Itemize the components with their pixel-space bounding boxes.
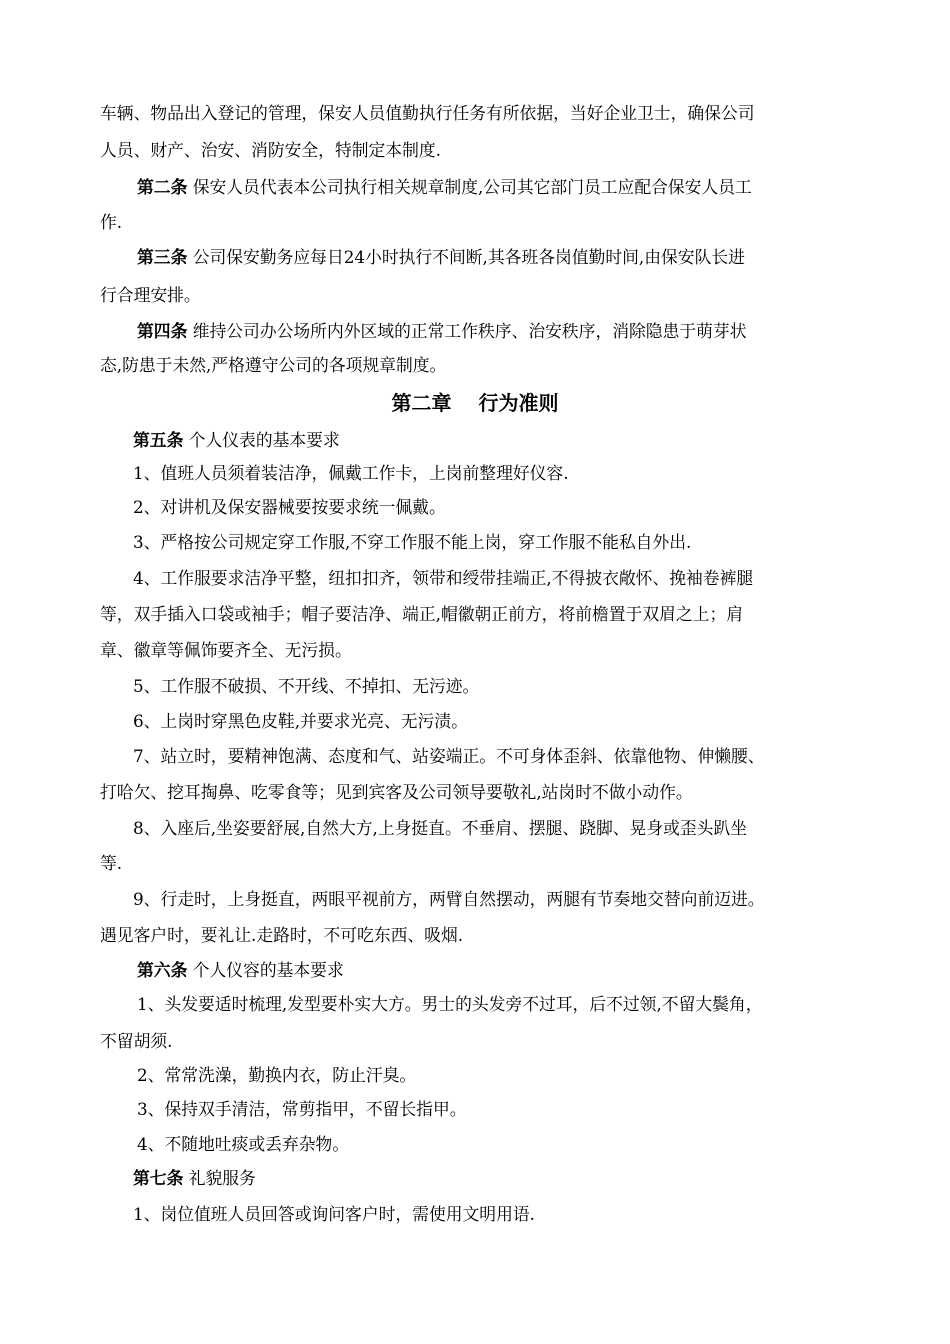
body-line	[100, 639, 860, 661]
chapter-heading: 第二章 行为准则	[391, 391, 559, 415]
article-label: 第三条	[137, 247, 188, 267]
body-line	[100, 852, 860, 874]
line-text: 车辆、物品出入登记的管理，保安人员值勤执行任务有所依据，当好企业卫士，确保公司	[100, 103, 755, 123]
line-text: 3、严格按公司规定穿工作服,不穿工作服不能上岗，穿工作服不能私自外出.	[133, 532, 692, 552]
line-text: 打哈欠、挖耳掏鼻、吃零食等；见到宾客及公司领导要敬礼,站岗时不做小动作。	[100, 782, 693, 802]
line-text: 不留胡须.	[100, 1031, 173, 1051]
line-text: 保安人员代表本公司执行相关规章制度,公司其它部门员工应配合保安人员工	[187, 177, 752, 197]
body-line	[137, 959, 897, 981]
line-text: 1、头发要适时梳理,发型要朴实大方。男士的头发旁不过耳，后不过领,不留大鬓角，	[137, 994, 763, 1014]
body-line	[133, 496, 893, 518]
line-text: 个人仪容的基本要求	[187, 960, 344, 980]
line-text: 人员、财产、治安、消防安全，特制定本制度.	[100, 140, 441, 160]
line-text: 等.	[100, 853, 123, 873]
body-line	[137, 1133, 897, 1155]
line-text: 4、不随地吐痰或丢弃杂物。	[137, 1134, 350, 1154]
line-text: 章、徽章等佩饰要齐全、无污损。	[100, 640, 352, 660]
line-text: 1、值班人员须着装洁净，佩戴工作卡，上岗前整理好仪容.	[133, 463, 569, 483]
body-line	[100, 924, 860, 946]
body-line	[100, 139, 860, 161]
body-line	[133, 888, 893, 910]
article-label: 第二条	[137, 177, 188, 197]
article-label: 第七条	[133, 1168, 184, 1188]
body-line	[137, 1098, 897, 1120]
body-line	[100, 1030, 860, 1052]
body-line	[133, 429, 893, 451]
line-text: 4、工作服要求洁净平整，纽扣扣齐，领带和绶带挂端正,不得披衣敞怀、挽袖卷裤腿	[133, 568, 754, 588]
body-line	[100, 354, 860, 376]
line-text: 行合理安排。	[100, 285, 201, 305]
body-line	[137, 320, 897, 342]
line-text: 8、入座后,坐姿要舒展,自然大方,上身挺直。不垂肩、摆腿、跷脚、晃身或歪头趴坐	[133, 818, 748, 838]
line-text: 作.	[100, 212, 123, 232]
article-label: 第六条	[137, 960, 188, 980]
body-line	[133, 462, 893, 484]
body-line	[133, 567, 893, 589]
body-line	[137, 993, 897, 1015]
line-text: 遇见客户时，要礼让.走路时，不可吃东西、吸烟.	[100, 925, 464, 945]
line-text: 2、对讲机及保安器械要按要求统一佩戴。	[133, 497, 446, 517]
body-line	[133, 531, 893, 553]
line-text: 2、常常洗澡，勤换内衣，防止汗臭。	[137, 1065, 417, 1085]
body-line	[137, 176, 897, 198]
body-line	[137, 1064, 897, 1086]
body-line	[133, 1203, 893, 1225]
body-line	[133, 745, 893, 767]
line-text: 态,防患于未然,严格遵守公司的各项规章制度。	[100, 355, 447, 375]
line-text: 1、岗位值班人员回答或询问客户时，需使用文明用语.	[133, 1204, 535, 1224]
line-text: 9、行走时，上身挺直，两眼平视前方，两臂自然摆动，两腿有节奏地交替向前迈进。	[133, 889, 765, 909]
line-text: 维持公司办公场所内外区域的正常工作秩序、治安秩序，消除隐患于萌芽状	[187, 321, 747, 341]
body-line	[100, 211, 860, 233]
line-text: 礼貌服务	[183, 1168, 256, 1188]
line-text: 7、站立时，要精神饱满、态度和气、站姿端正。不可身体歪斜、依靠他物、伸懒腰、	[133, 746, 765, 766]
body-line	[100, 284, 860, 306]
body-line	[133, 710, 893, 732]
body-line	[100, 603, 860, 625]
body-line	[100, 781, 860, 803]
article-label: 第四条	[137, 321, 188, 341]
line-text: 5、工作服不破损、不开线、不掉扣、无污迹。	[133, 676, 480, 696]
body-line	[133, 1167, 893, 1189]
line-text: 等，双手插入口袋或袖手；帽子要洁净、端正,帽徽朝正前方，将前檐置于双眉之上；肩	[100, 604, 744, 624]
line-text: 3、保持双手清洁，常剪指甲，不留长指甲。	[137, 1099, 467, 1119]
body-line	[133, 675, 893, 697]
line-text: 公司保安勤务应每日24小时执行不间断,其各班各岗值勤时间,由保安队长进	[187, 247, 745, 267]
line-text: 个人仪表的基本要求	[183, 430, 340, 450]
body-line	[100, 102, 860, 124]
body-line	[137, 246, 897, 268]
body-line	[133, 817, 893, 839]
line-text: 6、上岗时穿黑色皮鞋,并要求光亮、无污渍。	[133, 711, 468, 731]
article-label: 第五条	[133, 430, 184, 450]
